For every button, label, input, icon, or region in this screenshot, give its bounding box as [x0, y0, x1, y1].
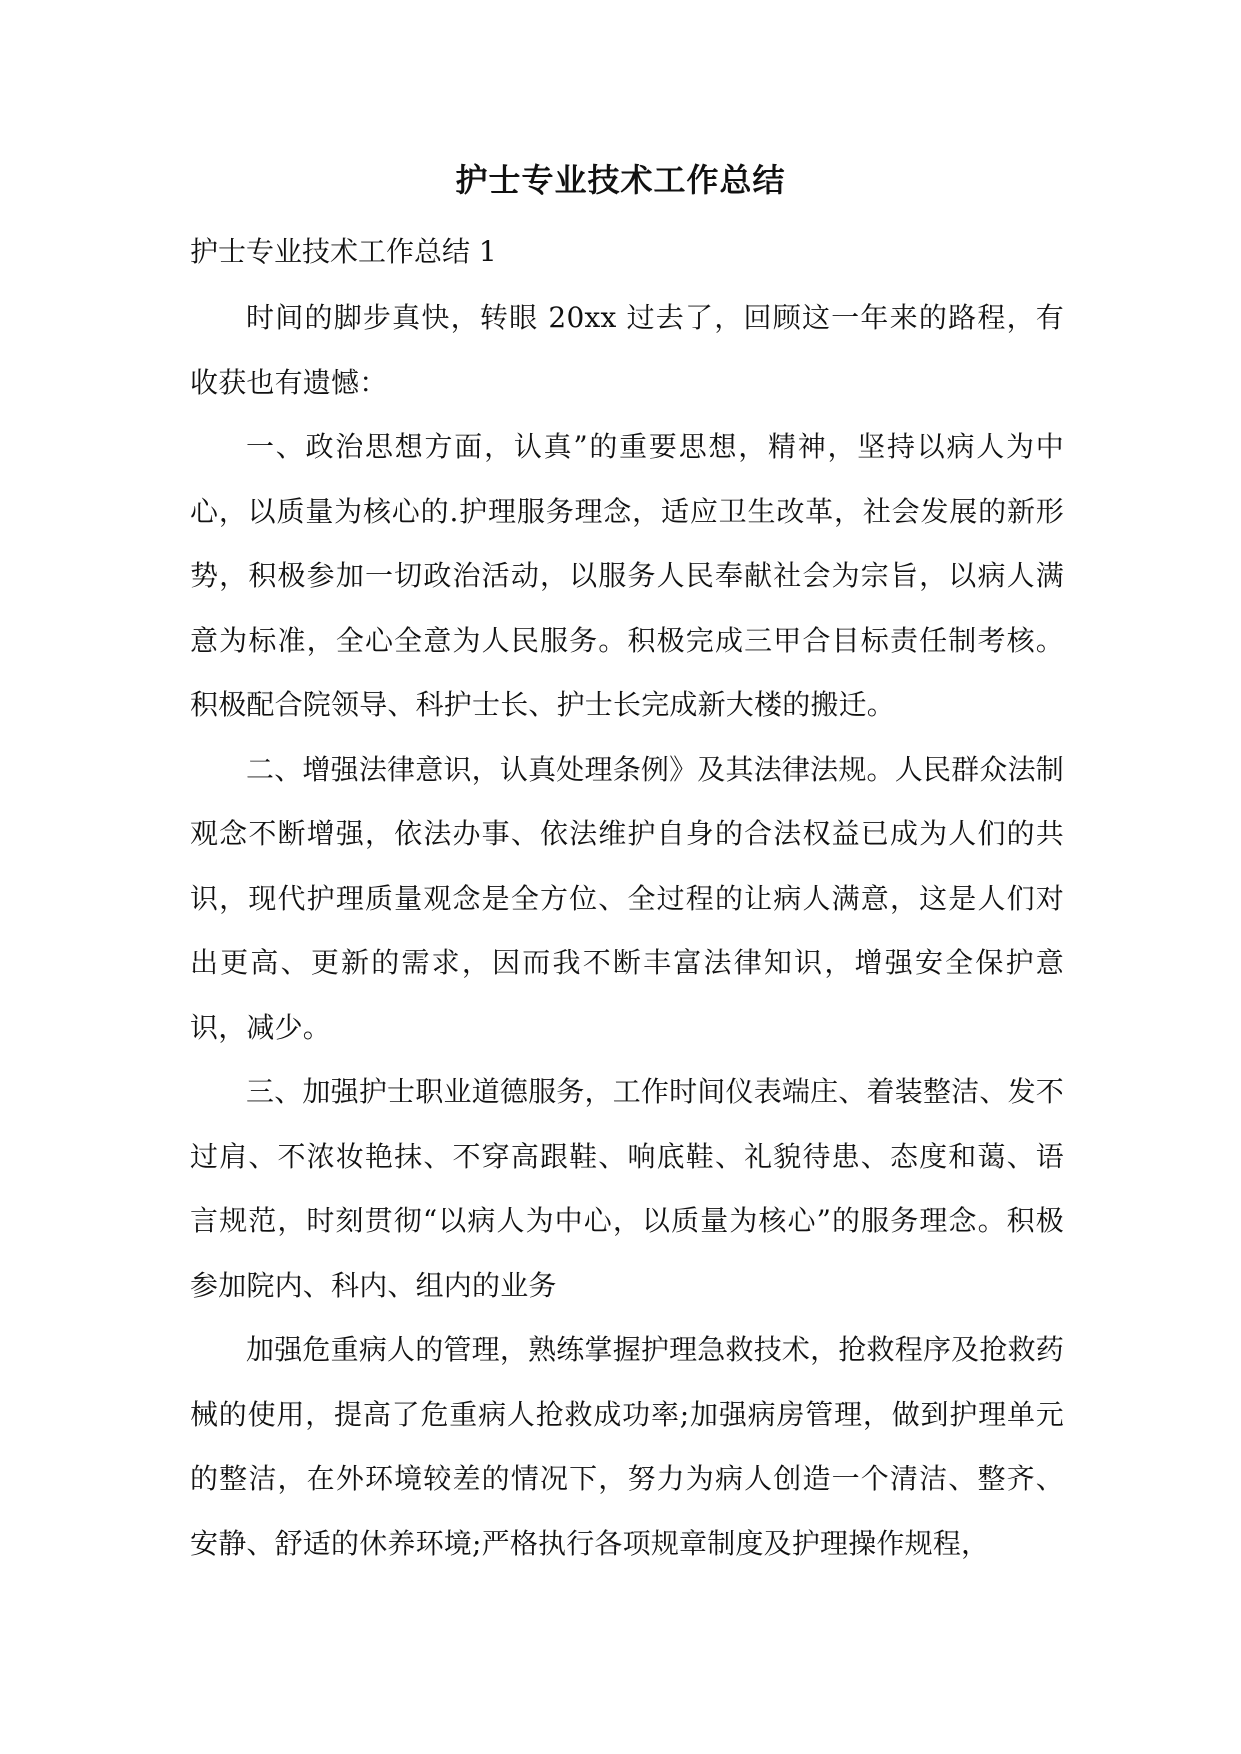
paragraph-legal: 二、增强法律意识，认真处理条例》及其法律法规。人民群众法制观念不断增强，依法办事、依法维护自身的合法权益已成为人们的共识，现代护理质量观念是全方位、全过程的让病人满意，这是人们对出更高、更新的需求，因而我不断丰富法律知识，增强安全保护意识，减少。 — [190, 752, 1064, 1044]
paragraph-ethics: 三、加强护士职业道德服务，工作时间仪表端庄、着装整洁、发不过肩、不浓妆艳抹、不穿高跟鞋、响底鞋、礼貌待患、态度和蔼、语言规范，时刻贯彻“以病人为中心，以质量为核心”的服务理念。积极参加院内、科内、组内的业务 — [190, 1075, 1064, 1302]
paragraph-political: 一、政治思想方面，认真”的重要思想，精神，坚持以病人为中心，以质量为核心的.护理服务理念，适应卫生改革，社会发展的新形势，积极参加一切政治活动，以服务人民奉献社会为宗旨，以病人满意为标准，全心全意为人民服务。积极完成三甲合目标责任制考核。积极配合院领导、科护士长、护士长完成新大楼的搬迁。 — [190, 430, 1064, 721]
paragraph-critical-care: 加强危重病人的管理，熟练掌握护理急救技术，抢救程序及抢救药械的使用，提高了危重病人抢救成功率;加强病房管理，做到护理单元的整洁，在外环境较差的情况下，努力为病人创造一个清洁、整齐、安静、舒适的休养环境;严格执行各项规章制度及护理操作规程， — [190, 1333, 1064, 1560]
document-body — [190, 286, 1064, 1576]
paragraph-intro: 时间的脚步真快，转眼 20xx 过去了，回顾这一年来的路程，有收获也有遗憾： — [190, 301, 1064, 399]
document-title: 护士专业技术工作总结 — [455, 161, 786, 199]
section-heading: 护士专业技术工作总结 1 — [190, 235, 497, 268]
